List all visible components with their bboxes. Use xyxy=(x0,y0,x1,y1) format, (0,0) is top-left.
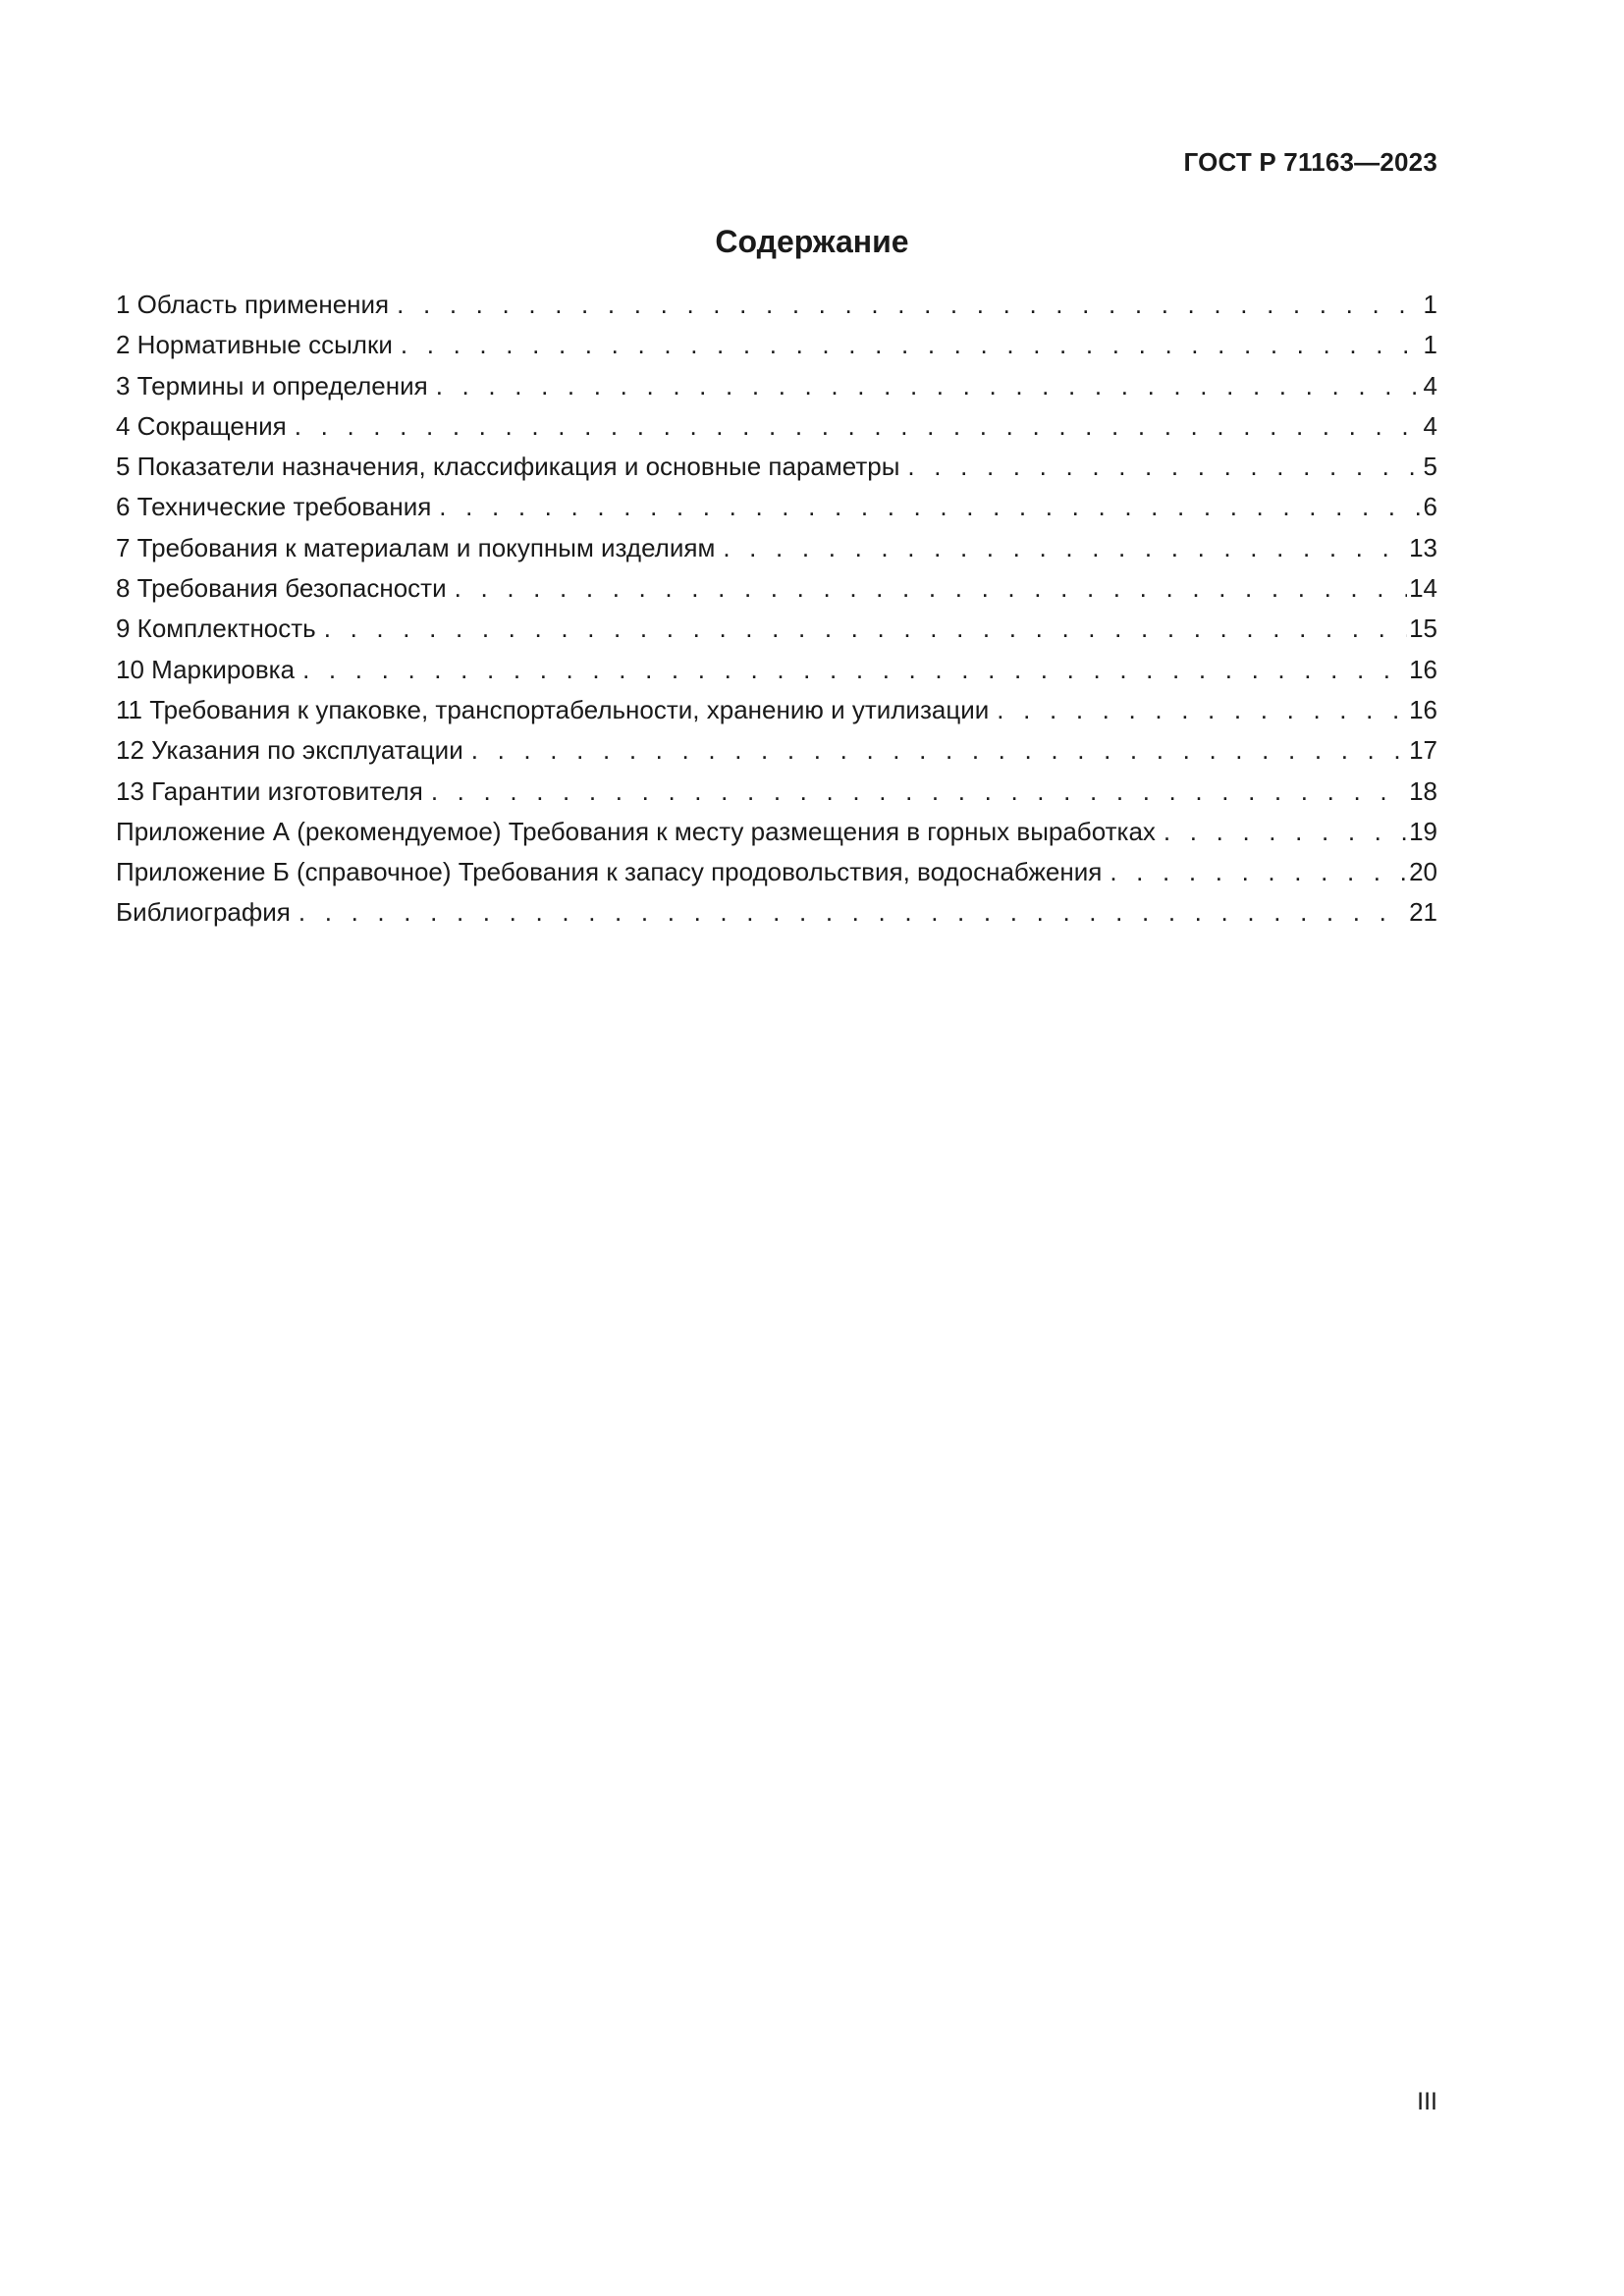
toc-entry-label: 11 Требования к упаковке, транспортабельности, хранению и утилизации xyxy=(116,694,990,724)
toc-entry[interactable] xyxy=(116,772,1437,812)
toc-entry-label: 3 Термины и определения xyxy=(116,370,428,400)
toc-dot-leader xyxy=(324,609,1407,649)
toc-entry-page: 16 xyxy=(1409,654,1437,684)
toc-entry[interactable] xyxy=(116,528,1437,568)
toc-dot-leader xyxy=(397,285,1421,325)
toc-entry[interactable] xyxy=(116,568,1437,609)
toc-entry-label: 13 Гарантии изготовителя xyxy=(116,775,423,806)
toc-entry-label: 12 Указания по эксплуатации xyxy=(116,735,463,766)
toc-title: Содержание xyxy=(715,224,909,259)
toc-entry-page: 19 xyxy=(1409,816,1437,846)
toc-entry-page: 18 xyxy=(1409,775,1437,806)
toc-entry-page: 4 xyxy=(1423,370,1437,400)
toc-entry-label: 8 Требования безопасности xyxy=(116,573,447,604)
toc-dot-leader xyxy=(298,892,1407,933)
toc-entry[interactable] xyxy=(116,285,1437,325)
toc-entry[interactable] xyxy=(116,609,1437,649)
toc-dot-leader xyxy=(302,650,1407,690)
toc-entry-label: 10 Маркировка xyxy=(116,654,296,684)
toc-entry[interactable] xyxy=(116,892,1437,933)
toc-entry-page: 5 xyxy=(1423,452,1437,482)
toc-entry-page: 16 xyxy=(1409,694,1437,724)
table-of-contents xyxy=(116,285,1437,934)
toc-entry-page: 13 xyxy=(1409,532,1437,562)
toc-dot-leader xyxy=(436,366,1422,406)
toc-entry-label: 4 Сокращения xyxy=(116,410,287,441)
toc-dot-leader xyxy=(723,528,1407,568)
toc-entry[interactable] xyxy=(116,406,1437,447)
toc-entry-label: 1 Область применения xyxy=(116,290,390,319)
document-code: ГОСТ Р 71163—2023 xyxy=(1183,147,1437,177)
toc-entry[interactable] xyxy=(116,852,1437,892)
toc-entry-page: 17 xyxy=(1409,735,1437,766)
toc-dot-leader xyxy=(1110,852,1407,892)
toc-dot-leader xyxy=(997,690,1407,730)
toc-entry-label: 9 Комплектность xyxy=(116,614,316,644)
toc-entry-page: 4 xyxy=(1423,410,1437,441)
toc-dot-leader xyxy=(431,772,1407,812)
toc-entry[interactable] xyxy=(116,690,1437,730)
toc-entry-label: 5 Показатели назначения, классификация и основные параметры xyxy=(116,452,900,482)
toc-entry-label: Приложение Б (справочное) Требования к запасу продовольствия, водоснабжения xyxy=(116,857,1103,887)
toc-entry-page: 20 xyxy=(1409,857,1437,887)
toc-entry[interactable] xyxy=(116,812,1437,852)
toc-dot-leader xyxy=(439,487,1421,527)
toc-dot-leader xyxy=(1164,812,1407,852)
toc-dot-leader xyxy=(455,568,1407,609)
toc-entry-page: 1 xyxy=(1423,330,1437,360)
toc-entry-page: 14 xyxy=(1409,573,1437,604)
toc-entry-page: 6 xyxy=(1423,492,1437,522)
toc-entry-label: 7 Требования к материалам и покупным изделиям xyxy=(116,532,716,562)
toc-dot-leader xyxy=(401,325,1422,365)
toc-entry[interactable] xyxy=(116,650,1437,690)
toc-entry[interactable] xyxy=(116,487,1437,527)
toc-entry-page: 1 xyxy=(1423,290,1437,319)
toc-dot-leader xyxy=(907,447,1421,487)
toc-entry-label: Приложение А (рекомендуемое) Требования к месту размещения в горных выработках xyxy=(116,816,1156,846)
toc-entry[interactable] xyxy=(116,366,1437,406)
toc-entry-page: 21 xyxy=(1409,897,1437,928)
toc-entry-label: 2 Нормативные ссылки xyxy=(116,330,393,360)
toc-dot-leader xyxy=(295,406,1422,447)
toc-dot-leader xyxy=(471,730,1407,771)
toc-entry[interactable] xyxy=(116,447,1437,487)
page-number: III xyxy=(1417,2088,1437,2115)
toc-entry-label: 6 Технические требования xyxy=(116,492,432,522)
toc-entry[interactable] xyxy=(116,730,1437,771)
toc-entry[interactable] xyxy=(116,325,1437,365)
toc-entry-page: 15 xyxy=(1409,614,1437,644)
toc-entry-label: Библиография xyxy=(116,897,291,928)
